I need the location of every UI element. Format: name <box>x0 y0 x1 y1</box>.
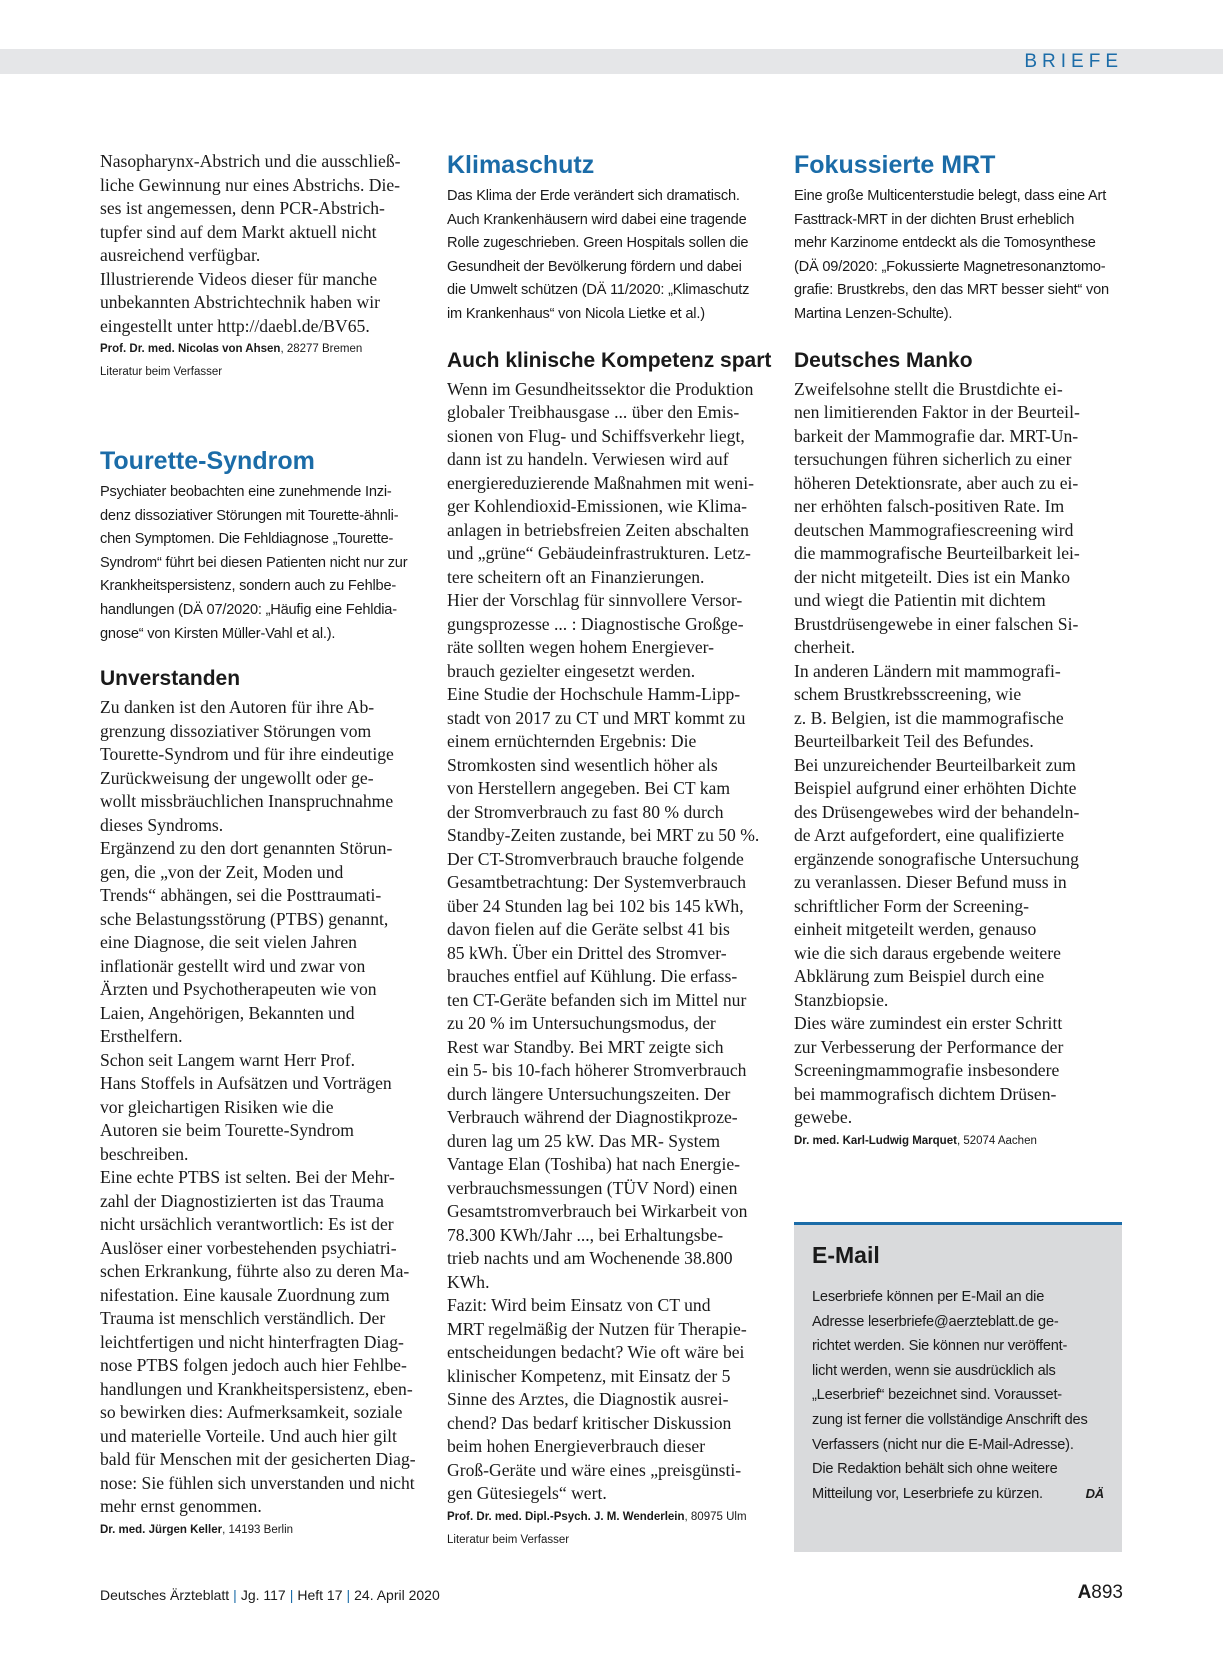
text-line: Syndrom“ führt bei diesen Patienten nicht nur zur <box>100 554 408 571</box>
letter-body-unverstanden <box>100 696 430 1519</box>
text-line: bei mammografisch dichtem Drüsen- <box>794 1083 1057 1104</box>
separator: | <box>233 1587 237 1603</box>
text-line: Abklärung zum Beispiel durch eine <box>794 966 1045 987</box>
text-line: Ergänzend zu den dort genannten Störun- <box>100 838 393 859</box>
text-line: cherheit. <box>794 637 856 658</box>
text-line: klinischer Kompetenz, mit Einsatz der 5 <box>447 1365 731 1386</box>
text-line: Stanzbiopsie. <box>794 989 889 1010</box>
text-line: 78.300 KWh/Jahr ..., bei Erhaltungsbe- <box>447 1224 724 1245</box>
text-line: eine Diagnose, die seit vielen Jahren <box>100 932 357 953</box>
text-line: Gesamtbetrachtung: Der Systemverbrauch <box>447 872 746 893</box>
text-line: Mitteilung vor, Leserbriefe zu kürzen. DÄ <box>812 1482 1104 1507</box>
text-line: denz dissoziativer Störungen mit Tourette-ähnli- <box>100 507 399 524</box>
text-line: handlungen (DÄ 07/2020: „Häufig eine Fehldia- <box>100 601 397 618</box>
author-name: Dr. med. Karl-Ludwig Marquet <box>794 1134 957 1147</box>
text-line: brauches entfiel auf Kühlung. Die erfass- <box>447 966 738 987</box>
letter-continuation-text <box>100 150 430 338</box>
text-line: Ärzten und Psychotherapeuten wie von <box>100 979 377 1000</box>
text-line: gewebe. <box>794 1107 853 1128</box>
text-line: die mammografische Beurteilbarkeit lei- <box>794 543 1080 564</box>
page-number <box>1078 1582 1123 1604</box>
text-line: deutschen Mammografiescreening wird <box>794 519 1074 540</box>
article-title-tourette: Tourette-Syndrom <box>100 447 315 475</box>
text-line: Eine große Multicenterstudie belegt, dass eine Art <box>794 188 1107 204</box>
text-line: anlagen in betriebsfreien Zeiten abschalten <box>447 519 749 540</box>
footer-citation <box>100 1587 440 1603</box>
text-line: Standby-Zeiten zustande, bei MRT zu 50 %. <box>447 825 760 846</box>
text-line: mehr Karzinome entdeckt als die Tomosynthese <box>794 235 1096 252</box>
text-line: Tourette-Syndrom und für ihre eindeutige <box>100 744 394 765</box>
text-line: beim hohen Energieverbrauch dieser <box>447 1436 706 1457</box>
text-line: Auch Krankenhäusern wird dabei eine tragende <box>447 211 747 228</box>
text-line: handlungen und Krankheitspersistenz, eben- <box>100 1378 413 1399</box>
text-line: beschreiben. <box>100 1143 189 1164</box>
literature-note: Literatur beim Verfasser <box>447 1533 570 1546</box>
journal-issue: Heft 17 <box>297 1587 343 1603</box>
text-line: wie die sich daraus ergebende weitere <box>794 942 1061 963</box>
text-line: räte sollten wegen hohem Energiever- <box>447 637 715 658</box>
signature-marquet <box>794 1130 1124 1152</box>
text-line: der Stromverbrauch zu fast 80 % durch <box>447 801 724 822</box>
journal-volume: Jg. 117 <box>240 1587 286 1603</box>
journal-date: 24. April 2020 <box>354 1587 440 1603</box>
text-line: sionen von Flug- und Schiffsverkehr liegt, <box>447 425 745 446</box>
text-line: Krankheitspersistenz, sondern auch zu Fehlbe- <box>100 578 397 595</box>
text-line: Laien, Angehörigen, Bekannten und <box>100 1002 355 1023</box>
author-place: , 52074 Aachen <box>956 1134 1037 1147</box>
text-line: zur Verbesserung der Performance der <box>794 1036 1064 1057</box>
text-line: Auslöser einer vorbestehenden psychiatri- <box>100 1237 397 1258</box>
text-line: und „grüne“ Gebäudeinfrastrukturen. Letz- <box>447 543 751 564</box>
text-line: ses ist angemessen, denn PCR-Abstrich- <box>100 198 385 218</box>
text-line: Brustdrüsengewebe in einer falschen Si- <box>794 613 1079 634</box>
text-line: „Leserbrief“ bezeichnet sind. Vorausset- <box>812 1387 1062 1404</box>
text-line: Wenn im Gesundheitssektor die Produktion <box>447 378 754 399</box>
text-line: energiereduzierende Maßnahmen mit weni- <box>447 472 754 493</box>
signature-keller <box>100 1519 430 1541</box>
text-line: einheit mitgeteilt werden, genauso <box>794 919 1037 940</box>
text-line: ner erhöhten falsch-positiven Rate. Im <box>794 496 1065 517</box>
author-place: , 14193 Berlin <box>222 1523 294 1536</box>
text-line: Vantage Elan (Toshiba) hat nach Energie- <box>447 1154 741 1175</box>
text-line: Das Klima der Erde verändert sich dramatisch. <box>447 188 740 204</box>
text-line: bald für Menschen mit der gesicherten Diag- <box>100 1449 416 1470</box>
text-line: ger Kohlendioxid-Emissionen, wie Klima- <box>447 496 748 517</box>
text-line: die Umwelt schützen (DÄ 11/2020: „Klimaschutz <box>447 282 750 299</box>
text-line: gen Gütesiegels“ wert. <box>447 1483 607 1504</box>
text-line: Groß-Geräte und wäre eines „preisgünsti- <box>447 1459 742 1480</box>
text-line: In anderen Ländern mit mammografi- <box>794 660 1061 681</box>
text-line: sche Belastungsstörung (PTBS) genannt, <box>100 908 389 929</box>
article-title-klimaschutz: Klimaschutz <box>447 151 595 179</box>
text-line: schem Brustkrebsscreening, wie <box>794 684 1022 705</box>
text-line: Gesundheit der Bevölkerung fördern und dabei <box>447 258 742 275</box>
editorial-mark: DÄ <box>1085 1485 1104 1501</box>
teaser-tourette <box>100 481 430 646</box>
text-line: Verbrauch während der Diagnostikproze- <box>447 1107 738 1128</box>
text-line: tere scheitern oft an Finanzierungen. <box>447 566 705 587</box>
text-line: der nicht mitgeteilt. Dies ist ein Manko <box>794 566 1071 587</box>
text-line: Trends“ abhängen, sei die Posttraumati- <box>100 885 382 906</box>
text-line: Hans Stoffels in Aufsätzen und Vorträgen <box>100 1073 392 1094</box>
text-line: und wiegt die Patientin mit dichtem <box>794 590 1046 611</box>
text-line: Zu danken ist den Autoren für ihre Ab- <box>100 697 375 718</box>
text-line: und materielle Vorteile. Und auch hier gilt <box>100 1425 397 1446</box>
text-line: Die Redaktion behält sich ohne weitere <box>812 1461 1058 1478</box>
text-line: so bewirken dies: Aufmerksamkeit, soziale <box>100 1402 403 1423</box>
column-right <box>794 150 1124 1152</box>
text-line: gungsprozesse ... : Diagnostische Großge- <box>447 613 744 634</box>
text-line: nose: Sie fühlen sich unverstanden und nicht <box>100 1472 415 1493</box>
text-line: über 24 Stunden lag bei 102 bis 145 kWh, <box>447 895 744 916</box>
text-line: de Arzt aufgefordert, eine qualifizierte <box>794 825 1065 846</box>
letter-body-manko <box>794 378 1124 1130</box>
letter-body-kompetenz <box>447 378 777 1506</box>
separator: | <box>346 1587 351 1603</box>
text-line: im Krankenhaus“ von Nicola Lietke et al.) <box>447 305 705 322</box>
text-line: mehr ernst genommen. <box>100 1496 262 1517</box>
text-line: licht werden, wenn sie ausdrücklich als <box>812 1362 1056 1379</box>
text-line: zu 20 % im Untersuchungsmodus, der <box>447 1013 716 1034</box>
text-line: nose PTBS folgen jedoch auch hier Fehlbe- <box>100 1355 407 1376</box>
text-line: Hier der Vorschlag für sinnvollere Versor- <box>447 590 743 611</box>
text-line: Bei unzureichender Beurteilbarkeit zum <box>794 754 1076 775</box>
text-line: gnose“ von Kirsten Müller-Vahl et al.). <box>100 625 336 642</box>
text-line: brauch gezielter eingesetzt werden. <box>447 660 696 681</box>
text-line: Sinne des Arztes, die Diagnostik ausrei- <box>447 1389 729 1410</box>
text-line: MRT regelmäßig der Nutzen für Therapie- <box>447 1318 747 1339</box>
text-line: leichtfertigen und nicht hinterfragten Diag- <box>100 1331 404 1352</box>
text-line: Rolle zugeschrieben. Green Hospitals sollen die <box>447 235 749 252</box>
text-line: Leserbriefe können per E-Mail an die <box>812 1289 1045 1305</box>
text-line: Fazit: Wird beim Einsatz von CT und <box>447 1295 711 1316</box>
text-line: duren lag um 25 kW. Das MR- System <box>447 1130 721 1151</box>
teaser-klimaschutz <box>447 185 777 327</box>
email-box-title: E-Mail <box>812 1242 880 1268</box>
text-line: Autoren sie beim Tourette-Syndrom <box>100 1120 354 1141</box>
text-line: Der CT-Stromverbrauch brauche folgende <box>447 848 744 869</box>
text-line: ein 5- bis 10-fach höherer Stromverbrauch <box>447 1060 747 1081</box>
text-line: richtet werden. Sie können nur veröffent- <box>812 1338 1068 1355</box>
letter-heading-unverstanden: Unverstanden <box>100 667 241 691</box>
column-middle <box>447 150 777 1552</box>
text-line: Trauma ist menschlich verständlich. Der <box>100 1308 386 1329</box>
text-line: stadt von 2017 zu CT und MRT kommt zu <box>447 707 746 728</box>
text-line: Dies wäre zumindest ein erster Schritt <box>794 1013 1063 1034</box>
text-line: schriftlicher Form der Screening- <box>794 895 1029 916</box>
text-line: Zurückweisung der ungewollt oder ge- <box>100 767 374 788</box>
text-line: KWh. <box>447 1271 490 1292</box>
text-line: schen Erkrankung, führte also zu deren Ma- <box>100 1261 410 1282</box>
text-line: Adresse leserbriefe@aerzteblatt.de ge- <box>812 1313 1059 1330</box>
journal-name: Deutsches Ärzteblatt <box>100 1587 230 1603</box>
text-line: des Drüsengewebes wird der behandeln- <box>794 801 1080 822</box>
text-line: Beurteilbarkeit Teil des Befundes. <box>794 731 1034 752</box>
text-line: verbrauchsmessungen (TÜV Nord) einen <box>447 1177 738 1198</box>
text-line: Schon seit Langem warnt Herr Prof. <box>100 1049 356 1070</box>
text-line: ergänzende sonografische Untersuchung <box>794 848 1079 869</box>
article-title-mrt: Fokussierte MRT <box>794 151 996 179</box>
text-line: von Herstellern angegeben. Bei CT kam <box>447 778 731 799</box>
author-name: Prof. Dr. med. Nicolas von Ahsen <box>100 343 281 355</box>
letter-heading-kompetenz: Auch klinische Kompetenz spart <box>447 348 772 372</box>
text-line: eingestellt unter http://daebl.de/BV65. <box>100 315 370 336</box>
text-line: liche Gewinnung nur eines Abstrichs. Die- <box>100 174 401 195</box>
text-line: durch längere Untersuchungszeiten. Der <box>447 1083 731 1104</box>
author-name: Prof. Dr. med. Dipl.-Psych. J. M. Wenderlein <box>447 1510 685 1523</box>
text-line: ausreichend verfügbar. <box>100 245 261 265</box>
email-info-box <box>794 1222 1122 1552</box>
text-line: nicht ursächlich verantwortlich: Es ist der <box>100 1214 394 1235</box>
text-line: ten CT-Geräte befanden sich im Mittel nur <box>447 989 747 1010</box>
text-line: zahl der Diagnostizierten ist das Trauma <box>100 1190 384 1211</box>
text-line: höheren Detektionsrate, aber auch zu ei- <box>794 472 1079 493</box>
text-line: z. B. Belgien, ist die mammografische <box>794 707 1064 728</box>
text-line: Fasttrack-MRT in der dichten Brust erheblich <box>794 211 1075 228</box>
text-line: chen Symptomen. Die Fehldiagnose „Tourette- <box>100 531 394 548</box>
text-line: davon fielen auf die Geräte selbst 41 bis <box>447 919 730 940</box>
signature-von-ahsen <box>100 338 430 360</box>
signature-wenderlein <box>447 1506 777 1528</box>
email-box-text <box>812 1285 1104 1506</box>
author-place: , 28277 Bremen <box>280 343 363 355</box>
text-line: Rest war Standby. Bei MRT zeigte sich <box>447 1036 724 1057</box>
text-line: tersuchungen führen sicherlich zu einer <box>794 449 1072 470</box>
text-line: nifestation. Eine kausale Zuordnung zum <box>100 1284 390 1305</box>
text-line: dann ist zu handeln. Verwiesen wird auf <box>447 449 729 470</box>
text-line: Psychiater beobachten eine zunehmende Inzi- <box>100 484 392 500</box>
text-line: vor gleichartigen Risiken wie die <box>100 1096 334 1117</box>
text-line: Nasopharynx-Abstrich und die ausschließ- <box>100 151 401 171</box>
column-left <box>100 150 430 1541</box>
literature-note: Literatur beim Verfasser <box>100 366 223 378</box>
author-place: , 80975 Ulm <box>684 1510 747 1523</box>
text-line: Eine echte PTBS ist selten. Bei der Mehr- <box>100 1167 395 1188</box>
text-line: wollt missbräuchlichen Inanspruchnahme <box>100 791 394 812</box>
text-line: Martina Lenzen-Schulte). <box>794 305 953 322</box>
text-line: dieses Syndroms. <box>100 814 224 835</box>
text-line: nen limitierenden Faktor in der Beurteil- <box>794 402 1080 423</box>
text-line: chend? Das bedarf kritischer Diskussion <box>447 1412 732 1433</box>
page-number-value: 893 <box>1091 1582 1123 1603</box>
text-line: tupfer sind auf dem Markt aktuell nicht <box>100 221 377 242</box>
section-label: BRIEFE <box>1024 51 1123 72</box>
text-line: entscheidungen bedacht? Wie oft wäre bei <box>447 1342 745 1363</box>
separator: | <box>289 1587 294 1603</box>
teaser-mrt <box>794 185 1124 327</box>
letter-heading-manko: Deutsches Manko <box>794 348 973 372</box>
text-line: trieb nachts und am Wochenende 38.800 <box>447 1248 733 1269</box>
text-line: einem ernüchternden Ergebnis: Die <box>447 731 697 752</box>
page-prefix: A <box>1077 1582 1092 1603</box>
author-name: Dr. med. Jürgen Keller <box>100 1523 223 1536</box>
text-line: Screeningmammografie insbesondere <box>794 1060 1060 1081</box>
text-line: Ersthelfern. <box>100 1026 183 1047</box>
text-line: Zweifelsohne stellt die Brustdichte ei- <box>794 378 1063 399</box>
text-line: grafie: Brustkrebs, den das MRT besser sieht“ von <box>794 282 1109 299</box>
text-line: inflationär gestellt wird und zwar von <box>100 955 366 976</box>
text-line: Gesamtstromverbrauch bei Wirkarbeit von <box>447 1201 748 1222</box>
text-line: gen, die „von der Zeit, Moden und <box>100 861 344 882</box>
text-line: grenzung dissoziativer Störungen vom <box>100 720 372 741</box>
text-line: zu veranlassen. Dieser Befund muss in <box>794 872 1067 893</box>
text-line: zung ist ferner die vollständige Anschrift des <box>812 1411 1088 1428</box>
text-line: Eine Studie der Hochschule Hamm-Lipp- <box>447 684 741 705</box>
text-line: 85 kWh. Über ein Drittel des Stromver- <box>447 942 727 963</box>
text-line: Illustrierende Videos dieser für manche <box>100 268 378 289</box>
text-line: unbekannten Abstrichtechnik haben wir <box>100 292 380 312</box>
text-line: Stromkosten sind wesentlich höher als <box>447 754 718 775</box>
text-line: (DÄ 09/2020: „Fokussierte Magnetresonanztomo- <box>794 258 1106 275</box>
text-line: globaler Treibhausgase ... über den Emis- <box>447 402 740 423</box>
text-line: Verfassers (nicht nur die E-Mail-Adresse). <box>812 1436 1074 1453</box>
text-line: barkeit der Mammografie dar. MRT-Un- <box>794 425 1079 446</box>
text-line: Beispiel aufgrund einer erhöhten Dichte <box>794 778 1077 799</box>
